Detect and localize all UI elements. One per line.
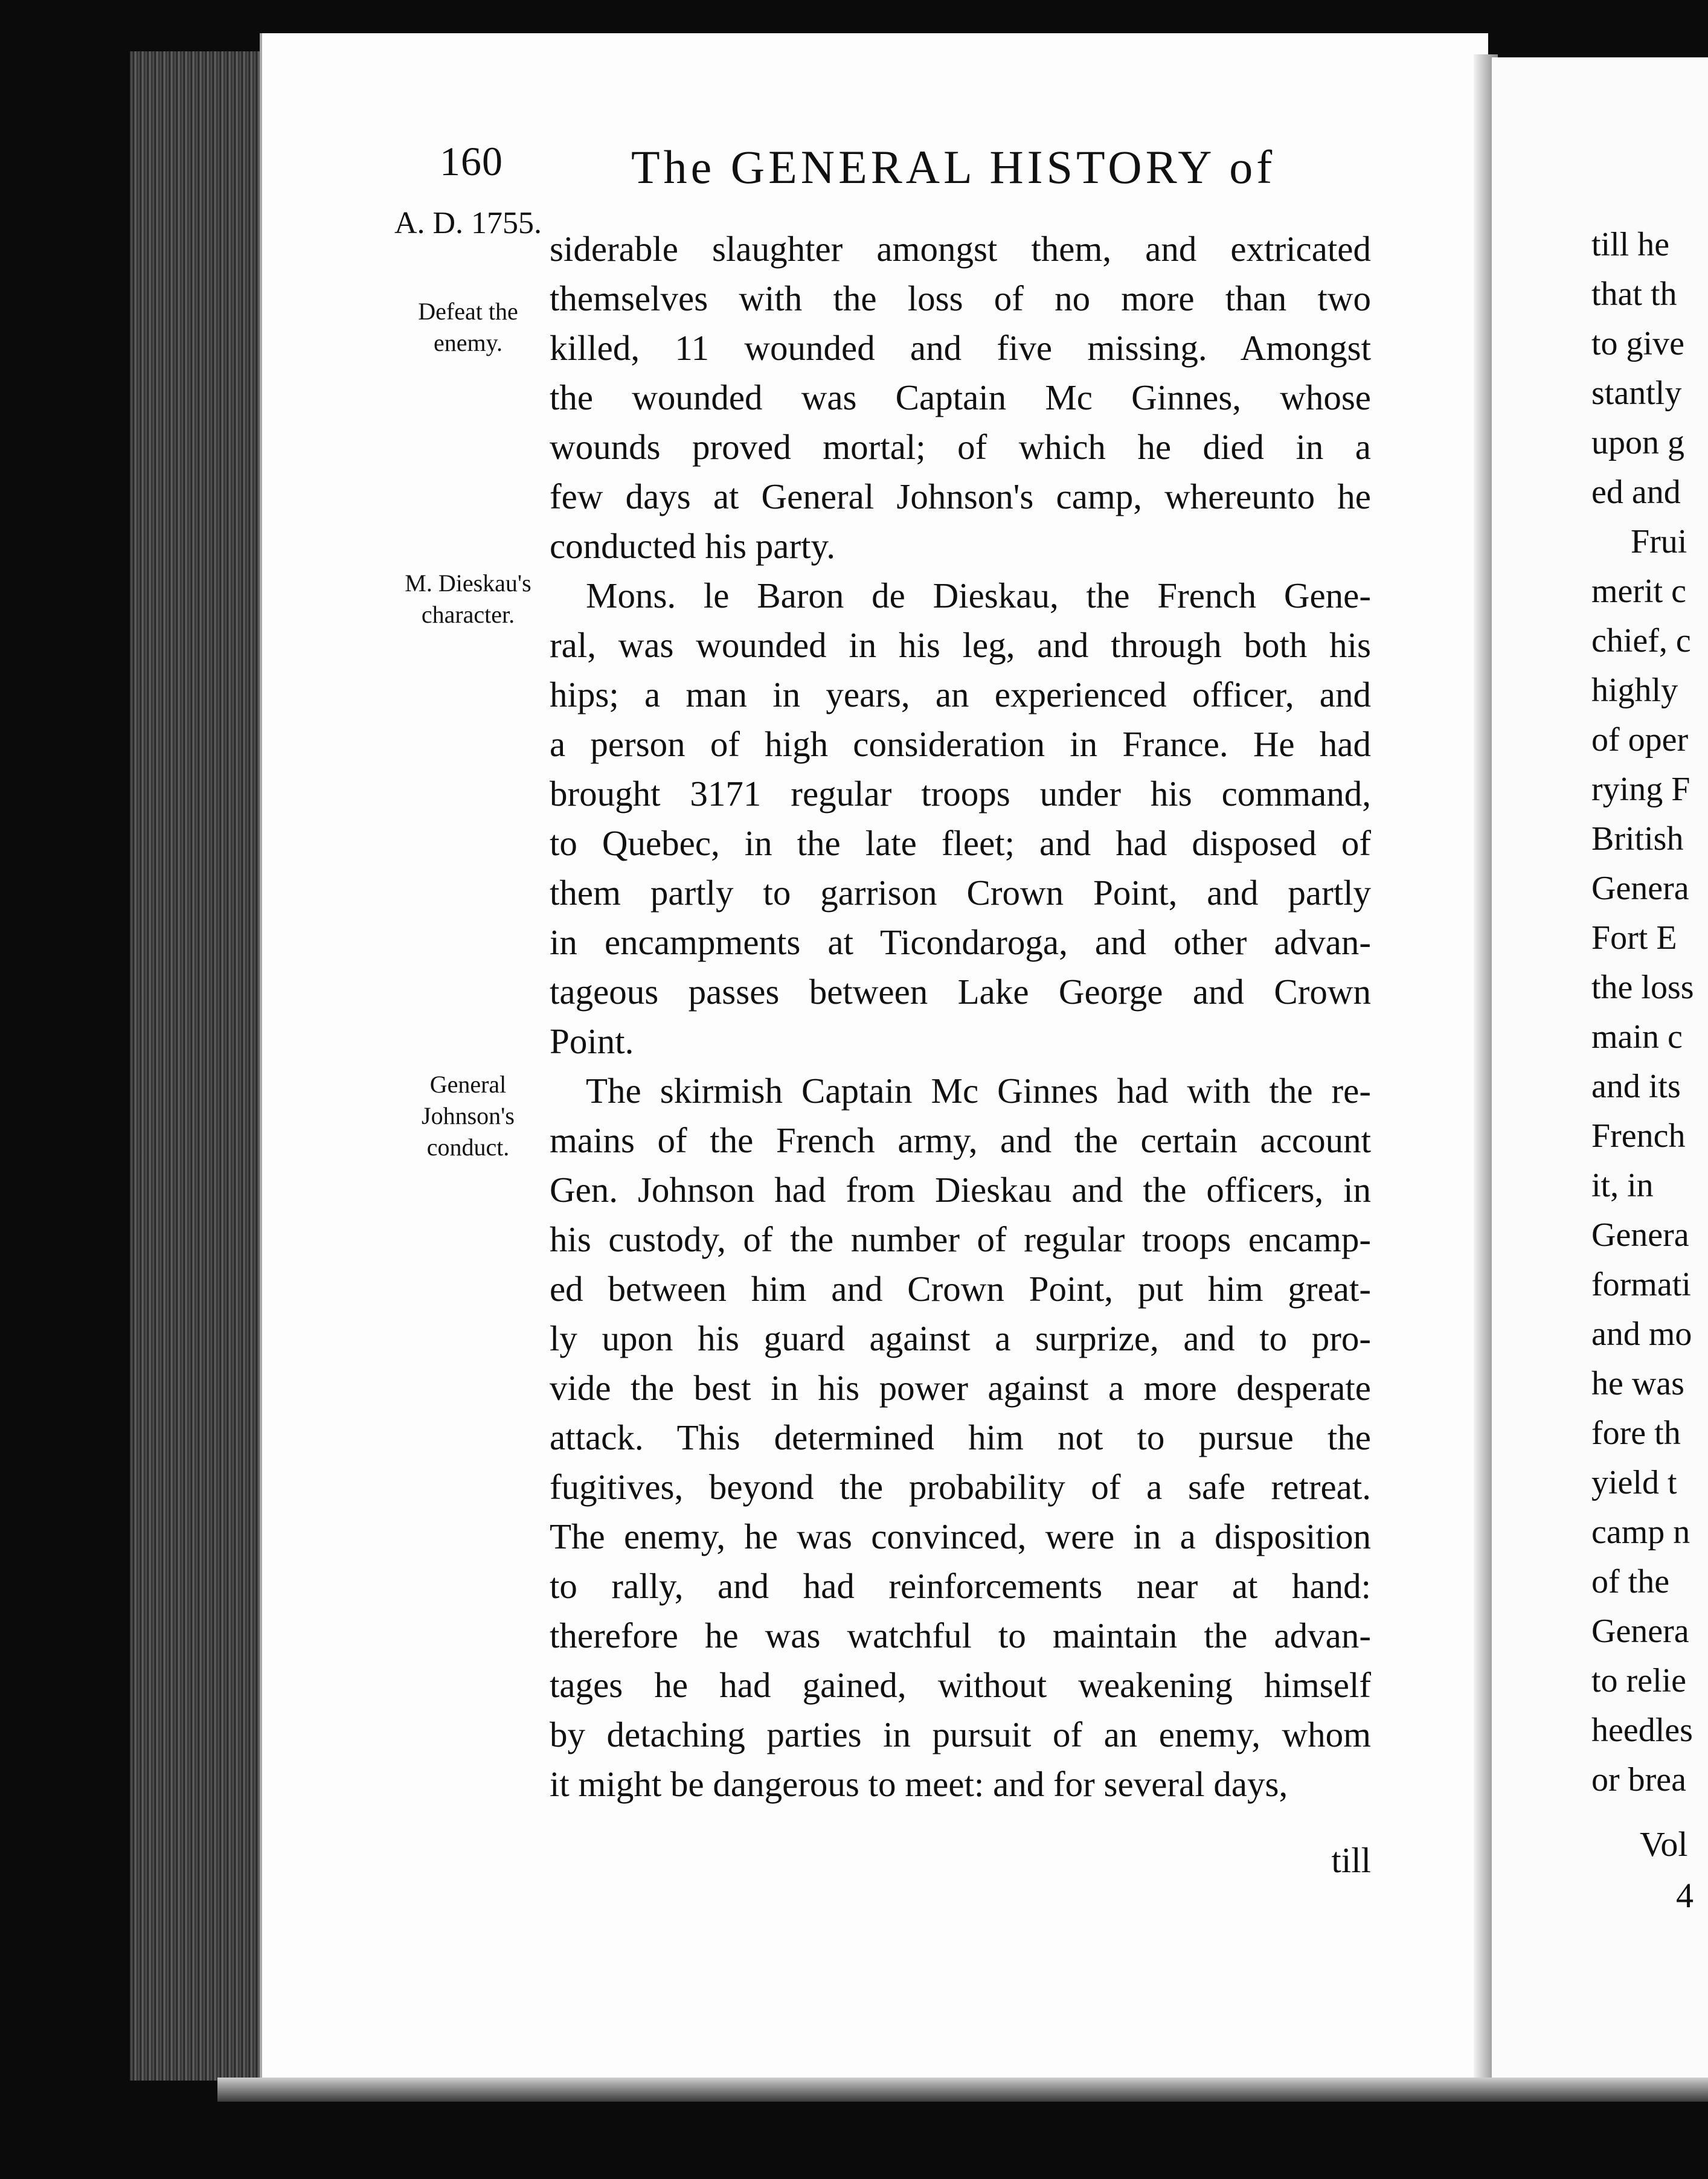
margin-note-johnson: General Johnson's conduct. xyxy=(422,1071,515,1161)
body-line: by detaching parties in pursuit of an enemy, whom xyxy=(550,1715,1371,1754)
right-page-line: stantly xyxy=(1591,374,1682,412)
right-page-line: till he xyxy=(1591,226,1670,263)
body-line: vide the best in his power against a more desperate xyxy=(550,1368,1371,1408)
body-line: hips; a man in years, an experienced officer, and xyxy=(550,675,1371,714)
right-page-line: formati xyxy=(1591,1266,1691,1303)
right-page-line: heedles xyxy=(1591,1712,1693,1749)
right-page-line: to give xyxy=(1591,325,1684,362)
right-page-line: Frui xyxy=(1631,523,1687,560)
page-number: 160 xyxy=(440,138,503,184)
body-line: therefore he was watchful to maintain the advan- xyxy=(550,1616,1371,1655)
body-line: Gen. Johnson had from Dieskau and the officers, in xyxy=(550,1170,1371,1210)
right-page-line: main c xyxy=(1591,1018,1683,1056)
margin-note-defeat: Defeat the enemy. xyxy=(418,298,518,356)
body-line: The skirmish Captain Mc Ginnes had with the re- xyxy=(586,1071,1371,1111)
right-page-line: Genera xyxy=(1591,1216,1689,1254)
body-line: fugitives, beyond the probability of a safe retreat. xyxy=(550,1467,1371,1507)
catchword: till xyxy=(1331,1840,1371,1880)
body-line: Mons. le Baron de Dieskau, the French Gene- xyxy=(586,576,1371,615)
right-page-line: fore th xyxy=(1591,1414,1681,1452)
body-line: to rally, and had reinforcements near at hand: xyxy=(550,1566,1371,1606)
body-line: tageous passes between Lake George and Crown xyxy=(550,972,1371,1012)
body-line: Point. xyxy=(550,1021,634,1061)
running-head: The GENERAL HISTORY of xyxy=(631,141,1276,193)
right-page-line: he was xyxy=(1591,1365,1684,1402)
body-line: in encampments at Ticondaroga, and other advan- xyxy=(550,922,1371,962)
body-line: attack. This determined him not to pursue the xyxy=(550,1417,1371,1457)
body-line: the wounded was Captain Mc Ginnes, whose xyxy=(550,377,1371,417)
right-page-line: merit c xyxy=(1591,573,1687,610)
right-page-line: Fort E xyxy=(1591,919,1677,957)
book-bottom-edge xyxy=(217,2078,1708,2102)
right-page-line: Genera xyxy=(1591,1613,1689,1650)
body-line: mains of the French army, and the certain account xyxy=(550,1120,1371,1160)
body-line: them partly to garrison Crown Point, and partly xyxy=(550,873,1371,913)
right-page-line: upon g xyxy=(1591,424,1684,461)
body-line: The enemy, he was convinced, were in a disposition xyxy=(550,1516,1371,1556)
body-line: to Quebec, in the late fleet; and had disposed of xyxy=(550,823,1371,863)
body-line: siderable slaughter amongst them, and extricated xyxy=(550,229,1371,269)
body-line: ly upon his guard against a surprize, and to pro- xyxy=(550,1318,1371,1358)
body-line: brought 3171 regular troops under his command, xyxy=(550,774,1371,814)
body-line: killed, 11 wounded and five missing. Amongst xyxy=(550,328,1371,368)
right-page-line: and its xyxy=(1591,1068,1681,1105)
body-line: wounds proved mortal; of which he died in a xyxy=(550,427,1371,467)
right-page-line: camp n xyxy=(1591,1513,1690,1551)
body-text xyxy=(550,225,1371,1892)
body-line: it might be dangerous to meet: and for several days, xyxy=(550,1764,1288,1804)
book-page-edges xyxy=(130,51,281,2081)
right-page-line: British xyxy=(1591,820,1684,858)
right-page-line: the loss xyxy=(1591,969,1694,1006)
right-page-line: rying F xyxy=(1591,771,1690,808)
right-page-line: ed and xyxy=(1591,473,1681,511)
body-line: conducted his party. xyxy=(550,526,835,566)
body-line: ral, was wounded in his leg, and through both his xyxy=(550,625,1371,665)
right-page-line: that th xyxy=(1591,275,1677,313)
right-page-line: it, in xyxy=(1591,1167,1654,1204)
right-page-line: of oper xyxy=(1591,721,1689,759)
right-page-line: highly xyxy=(1591,672,1678,709)
body-line: tages he had gained, without weakening himself xyxy=(550,1665,1371,1705)
body-line: themselves with the loss of no more than two xyxy=(550,278,1371,318)
right-page-line: French xyxy=(1591,1117,1686,1155)
right-page-line: Genera xyxy=(1591,870,1689,907)
right-page-line: chief, c xyxy=(1591,622,1691,659)
body-line: a person of high consideration in France. He had xyxy=(550,724,1371,764)
right-page-line: to relie xyxy=(1591,1662,1687,1699)
body-line: his custody, of the number of regular troops encamp- xyxy=(550,1219,1371,1259)
body-line: ed between him and Crown Point, put him great- xyxy=(550,1269,1371,1309)
body-line: few days at General Johnson's camp, whereunto he xyxy=(550,477,1371,516)
margin-note-year: A. D. 1755. xyxy=(394,206,542,240)
margin-note-dieskau: M. Dieskau's character. xyxy=(405,570,531,628)
right-page-line: yield t xyxy=(1591,1464,1677,1501)
signature-mark: Vol xyxy=(1640,1824,1688,1864)
right-page-line: of the xyxy=(1591,1563,1670,1600)
right-page-line: or brea xyxy=(1591,1761,1687,1799)
right-page-line: and mo xyxy=(1591,1315,1692,1353)
right-page-footer-number: 4 xyxy=(1676,1876,1694,1915)
